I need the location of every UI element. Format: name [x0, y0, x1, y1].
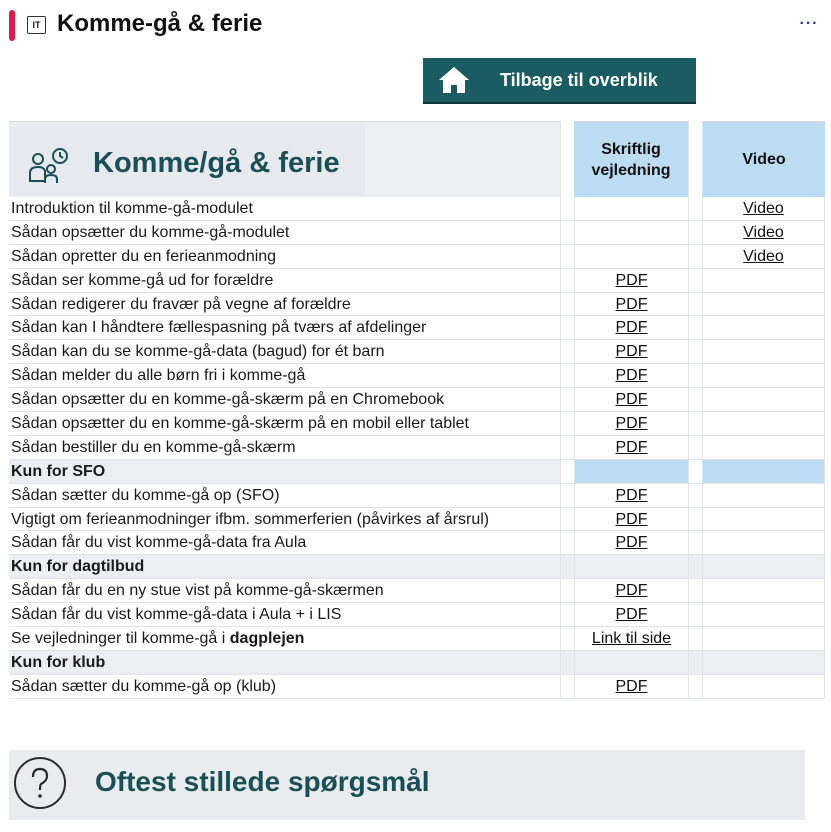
table-row	[9, 531, 825, 555]
row-spacer	[688, 531, 703, 554]
row-spacer	[560, 293, 574, 316]
section-heading: Kun for klub	[9, 651, 560, 674]
video-cell	[703, 579, 825, 602]
row-spacer	[560, 651, 574, 674]
page-link[interactable]: Link til side	[591, 630, 672, 648]
row-spacer	[560, 484, 574, 507]
pdf-link[interactable]: PDF	[615, 606, 648, 624]
pdf-link[interactable]: PDF	[615, 438, 648, 456]
row-spacer	[688, 579, 703, 602]
row-spacer	[560, 269, 574, 292]
pdf-cell	[574, 603, 688, 626]
faq-title: Oftest stillede spørgsmål	[95, 766, 430, 797]
row-spacer	[688, 388, 703, 411]
table-row	[9, 316, 825, 340]
video-cell	[703, 388, 825, 411]
table-row	[9, 221, 825, 245]
row-spacer	[560, 221, 574, 244]
pdf-cell	[574, 221, 688, 244]
section-heading-row	[9, 555, 825, 579]
video-cell	[703, 364, 825, 387]
row-label: Sådan redigerer du fravær på vegne af forældre	[11, 295, 351, 313]
video-cell	[703, 508, 825, 531]
pdf-link[interactable]: PDF	[615, 343, 648, 361]
pdf-cell	[574, 245, 688, 268]
row-spacer	[560, 245, 574, 268]
row-spacer	[560, 555, 574, 578]
pdf-link[interactable]: PDF	[615, 510, 648, 528]
video-cell	[703, 460, 825, 483]
table-row	[9, 508, 825, 532]
pdf-cell	[574, 484, 688, 507]
row-label: Sådan sætter du komme-gå op (klub)	[11, 677, 277, 695]
pdf-link[interactable]: PDF	[615, 534, 648, 552]
video-cell	[703, 221, 825, 244]
table-row	[9, 197, 825, 221]
row-spacer	[688, 245, 703, 268]
pdf-link[interactable]: PDF	[615, 486, 648, 504]
pdf-cell	[574, 579, 688, 602]
video-cell	[703, 651, 825, 674]
video-link[interactable]: Video	[743, 247, 784, 265]
header-spacer	[688, 121, 703, 197]
row-spacer	[688, 340, 703, 363]
row-spacer	[688, 221, 703, 244]
video-cell	[703, 531, 825, 554]
table-row	[9, 436, 825, 460]
video-cell	[703, 412, 825, 435]
row-label: Sådan sætter du komme-gå op (SFO)	[11, 486, 280, 504]
table-row	[9, 388, 825, 412]
video-cell	[703, 293, 825, 316]
page-header	[0, 0, 831, 50]
row-label: Sådan opsætter du komme-gå-modulet	[11, 223, 290, 241]
row-spacer	[688, 555, 703, 578]
row-label: Introduktion til komme-gå-modulet	[11, 200, 253, 217]
video-cell	[703, 484, 825, 507]
pdf-cell	[574, 340, 688, 363]
row-label: Sådan opsætter du en komme-gå-skærm på en mobil eller tablet	[11, 415, 469, 433]
table-row	[9, 484, 825, 508]
row-label: Sådan kan I håndtere fællespasning på tværs af afdelinger	[11, 319, 427, 337]
column-header-video: Video	[703, 121, 825, 197]
pdf-cell	[574, 197, 688, 220]
pdf-link[interactable]: PDF	[615, 677, 648, 695]
pdf-link[interactable]: PDF	[615, 271, 648, 289]
row-spacer	[560, 508, 574, 531]
table-row	[9, 293, 825, 317]
row-spacer	[688, 627, 703, 650]
pdf-link[interactable]: PDF	[615, 391, 648, 409]
pdf-cell	[574, 651, 688, 674]
pdf-link[interactable]: PDF	[615, 367, 648, 385]
column-header-pdf: Skriftlig vejledning	[574, 121, 688, 197]
question-circle-icon	[12, 755, 68, 811]
video-cell	[703, 436, 825, 459]
row-spacer	[560, 388, 574, 411]
row-label-emphasis: dagplejen	[229, 630, 305, 648]
row-spacer	[560, 436, 574, 459]
table-row	[9, 245, 825, 269]
people-clock-icon	[27, 147, 71, 187]
table-row	[9, 627, 825, 651]
table-header	[9, 121, 825, 197]
pdf-cell	[574, 436, 688, 459]
video-link[interactable]: Video	[743, 223, 784, 241]
row-spacer	[560, 316, 574, 339]
row-label: Sådan melder du alle børn fri i komme-gå	[11, 367, 306, 385]
row-spacer	[688, 603, 703, 626]
table-row	[9, 412, 825, 436]
page-type-badge: IT	[27, 16, 46, 34]
pdf-cell	[574, 269, 688, 292]
row-label: Sådan får du en ny stue vist på komme-gå-skærmen	[11, 582, 384, 600]
back-button-label: Tilbage til overblik	[500, 69, 658, 90]
row-spacer	[560, 675, 574, 698]
row-spacer	[688, 436, 703, 459]
home-icon	[437, 65, 471, 95]
row-spacer	[560, 579, 574, 602]
row-spacer	[688, 412, 703, 435]
pdf-link[interactable]: PDF	[615, 582, 648, 600]
table-row	[9, 364, 825, 388]
video-cell	[703, 197, 825, 220]
row-label: Sådan får du vist komme-gå-data fra Aula	[11, 534, 307, 552]
row-spacer	[688, 508, 703, 531]
pdf-link[interactable]: PDF	[615, 415, 648, 433]
table-row	[9, 269, 825, 293]
pdf-link[interactable]: PDF	[615, 319, 648, 337]
pdf-cell	[574, 508, 688, 531]
video-cell	[703, 675, 825, 698]
pdf-cell	[574, 316, 688, 339]
pdf-cell	[574, 460, 688, 483]
pdf-cell	[574, 388, 688, 411]
faq-banner	[9, 750, 805, 820]
table-row	[9, 579, 825, 603]
section-heading-row	[9, 651, 825, 675]
row-spacer	[560, 627, 574, 650]
pdf-cell	[574, 364, 688, 387]
table-body	[9, 197, 825, 699]
header-spacer	[560, 121, 574, 197]
row-spacer	[688, 651, 703, 674]
table-title-cell	[9, 121, 560, 197]
section-heading-row	[9, 460, 825, 484]
row-label: Sådan får du vist komme-gå-data i Aula + i LIS	[11, 606, 342, 624]
row-spacer	[688, 197, 703, 220]
video-cell	[703, 269, 825, 292]
pdf-cell	[574, 627, 688, 650]
row-spacer	[560, 340, 574, 363]
row-label: Sådan kan du se komme-gå-data (bagud) for ét barn	[11, 343, 385, 361]
back-to-overview-button[interactable]	[423, 58, 696, 104]
row-spacer	[560, 197, 574, 220]
row-spacer	[688, 269, 703, 292]
pdf-cell	[574, 555, 688, 578]
section-heading: Kun for dagtilbud	[9, 555, 560, 578]
row-label	[9, 627, 560, 650]
row-label: Sådan bestiller du en komme-gå-skærm	[11, 438, 296, 456]
video-cell	[703, 627, 825, 650]
row-spacer	[560, 531, 574, 554]
row-label: Sådan opsætter du en komme-gå-skærm på en Chromebook	[11, 391, 445, 409]
video-link[interactable]: Video	[743, 200, 784, 217]
table-row	[9, 340, 825, 364]
row-spacer	[688, 675, 703, 698]
video-cell	[703, 245, 825, 268]
row-label: Sådan ser komme-gå ud for forældre	[11, 271, 274, 289]
video-cell	[703, 555, 825, 578]
row-spacer	[560, 460, 574, 483]
row-label: Sådan opretter du en ferieanmodning	[11, 247, 277, 265]
video-cell	[703, 340, 825, 363]
table-row	[9, 675, 825, 699]
table-title-panel	[9, 127, 365, 195]
row-spacer	[688, 484, 703, 507]
pdf-cell	[574, 531, 688, 554]
row-spacer	[560, 412, 574, 435]
row-spacer	[560, 364, 574, 387]
pdf-cell	[574, 675, 688, 698]
pdf-cell	[574, 412, 688, 435]
table-title: Komme/gå & ferie	[93, 147, 340, 179]
video-cell	[703, 603, 825, 626]
more-options-button[interactable]: ···	[799, 15, 819, 32]
section-heading: Kun for SFO	[9, 460, 560, 483]
row-spacer	[688, 364, 703, 387]
video-cell	[703, 316, 825, 339]
accent-bar	[9, 10, 15, 41]
row-spacer	[688, 293, 703, 316]
table-row	[9, 603, 825, 627]
row-spacer	[688, 460, 703, 483]
page-title: Komme-gå & ferie	[57, 10, 263, 37]
pdf-cell	[574, 293, 688, 316]
row-spacer	[688, 316, 703, 339]
pdf-link[interactable]: PDF	[615, 295, 648, 313]
row-spacer	[560, 603, 574, 626]
row-label: Vigtigt om ferieanmodninger ifbm. sommerferien (påvirkes af årsrul)	[11, 510, 490, 528]
row-label-text: Se vejledninger til komme-gå i	[11, 630, 230, 648]
guide-table	[9, 121, 825, 699]
